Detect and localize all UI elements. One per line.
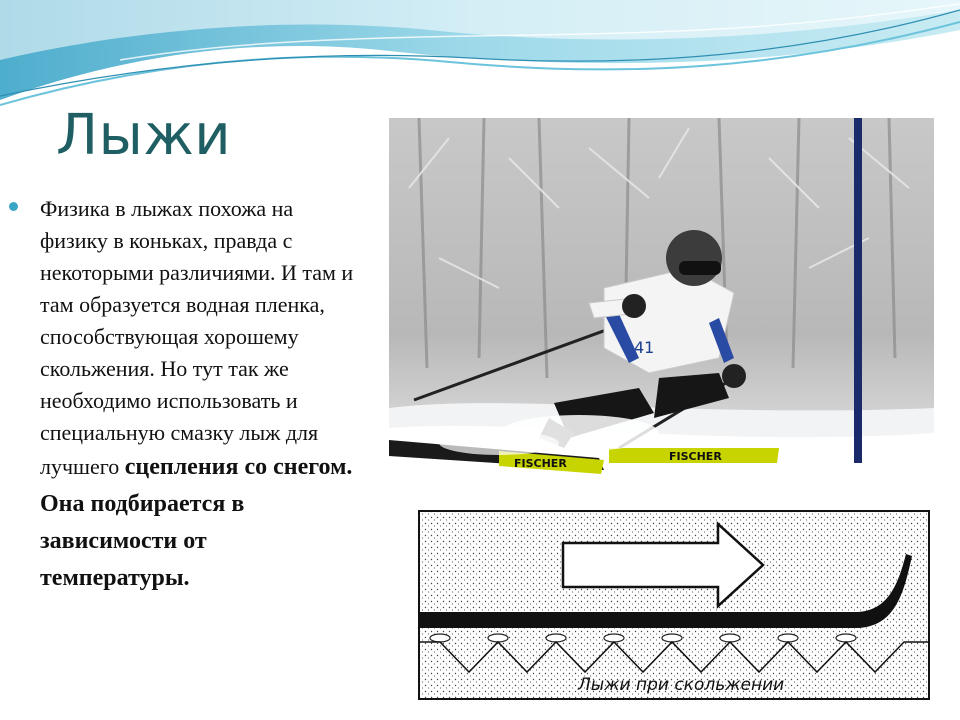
skier-photo (389, 118, 934, 478)
ski-brand-left: FISCHER (514, 457, 567, 470)
ski-brand-right: FISCHER (669, 450, 722, 463)
ski-gliding-diagram (418, 510, 930, 700)
bullet-text-bold: сцепления со снегом. Она подбирается в зависимости от температуры. (40, 454, 353, 591)
bib-number: 41 (634, 338, 655, 357)
slide-title: Лыжи (56, 103, 232, 168)
diagram-caption: Лыжи при скольжении (578, 675, 785, 695)
bullet-marker (9, 202, 18, 211)
bullet-text-normal: Физика в лыжах похожа на физику в коньках, правда с некоторыми различиями. И там и там образуется водная пленка, способствующая хорошему скольжения. Но тут так же необходимо использовать и специальную смазку лыж для лучшего (40, 196, 354, 479)
bullet-text (40, 193, 360, 597)
